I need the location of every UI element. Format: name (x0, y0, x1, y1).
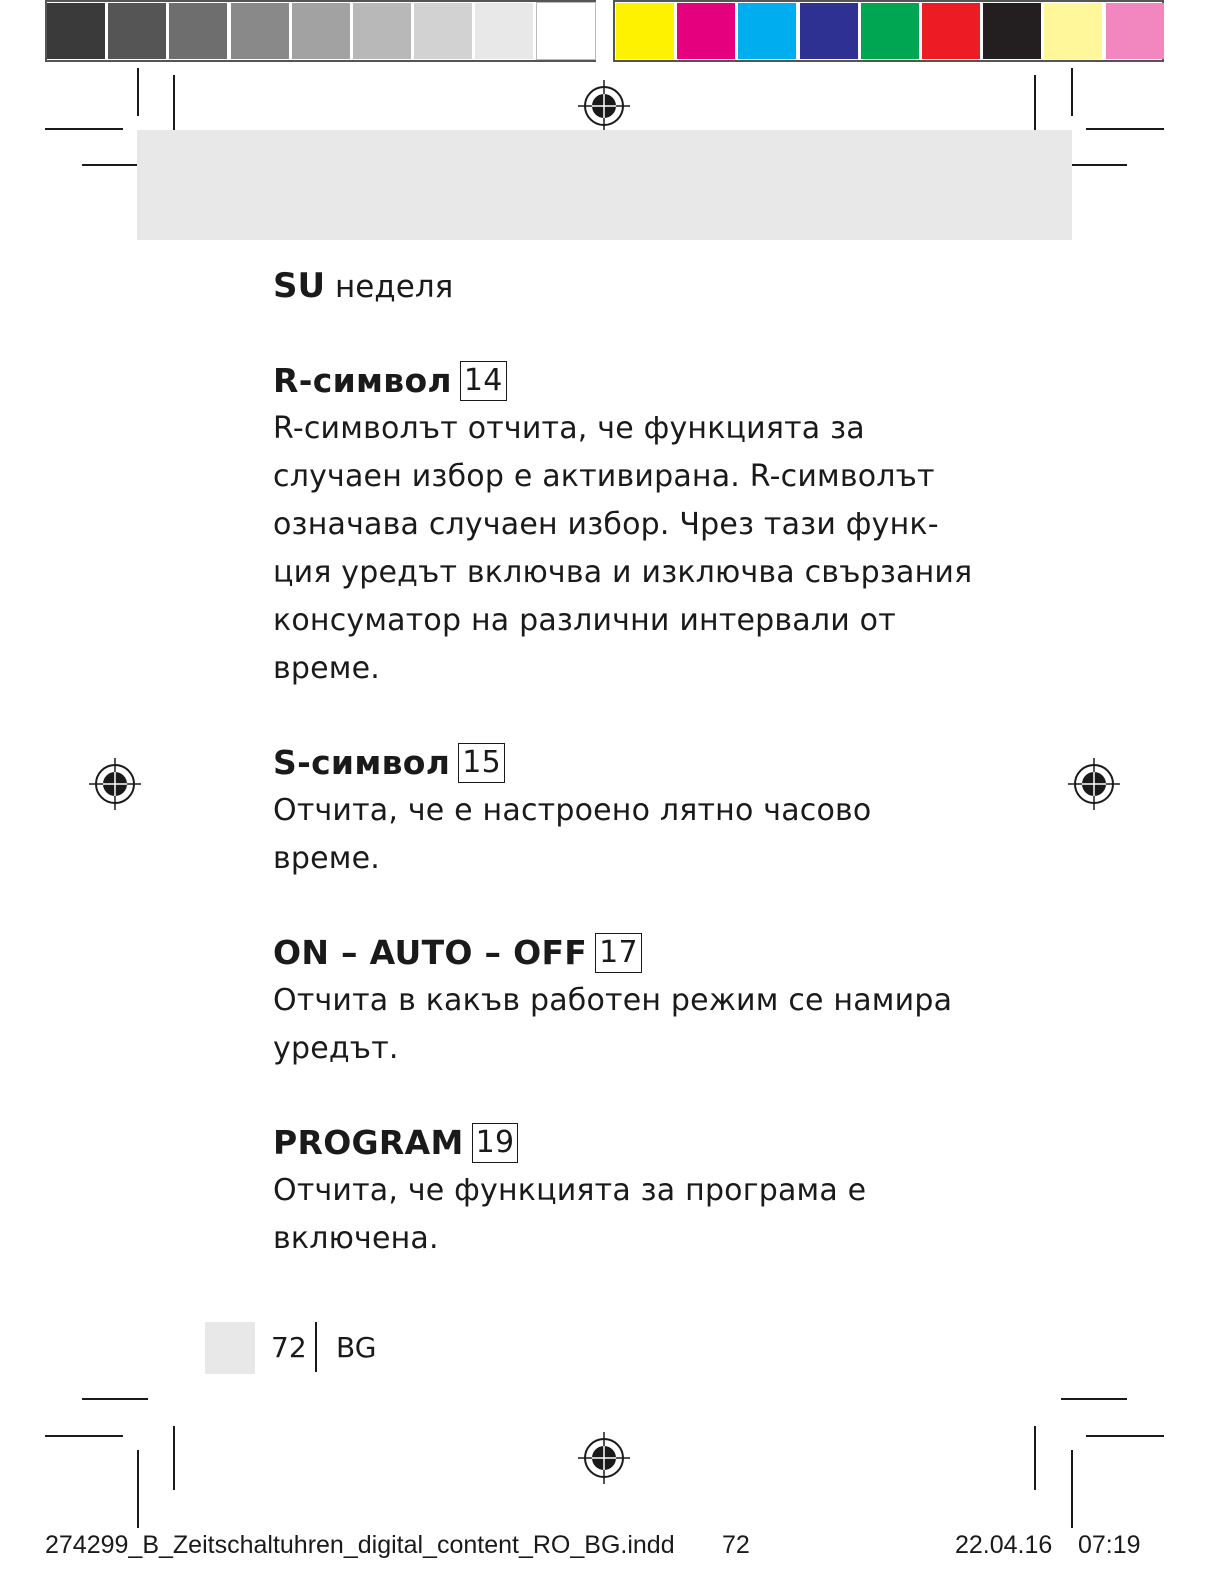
section-title: S-символ (273, 743, 451, 782)
section-text-line: време. (273, 651, 381, 686)
reference-number: 14 (460, 361, 507, 401)
crop-mark (137, 1450, 139, 1528)
color-swatch (475, 3, 533, 59)
slug-page: 72 (722, 1531, 750, 1559)
crop-mark (137, 68, 139, 116)
section-r-symbol (273, 357, 973, 693)
crop-mark (45, 1435, 123, 1437)
color-swatch (414, 3, 472, 59)
section-program (273, 1119, 973, 1263)
crop-mark (45, 128, 123, 130)
section-heading (273, 357, 973, 405)
section-on-auto-off (273, 929, 973, 1073)
color-swatch (47, 3, 105, 59)
section-title: ON – AUTO – OFF (273, 933, 588, 972)
crop-mark (82, 1398, 148, 1400)
crop-mark (1086, 128, 1164, 130)
slug-filename: 274299_B_Zeitschaltuhren_digital_content_RO_BG.indd (45, 1531, 675, 1559)
registration-mark-icon (578, 1432, 630, 1484)
reference-number: 19 (472, 1123, 519, 1163)
section-heading (273, 739, 973, 787)
color-swatch (1044, 3, 1102, 59)
color-swatch (231, 3, 289, 59)
footer-divider (315, 1322, 317, 1372)
page-content (273, 262, 973, 1263)
color-swatch (169, 3, 227, 59)
registration-mark-icon (89, 758, 141, 810)
color-swatch (537, 3, 595, 59)
crop-mark (1034, 1426, 1036, 1490)
section-s-symbol (273, 739, 973, 883)
section-text-line: включена. (273, 1221, 439, 1256)
crop-mark (1071, 1450, 1073, 1528)
page-number: 72 (271, 1331, 307, 1364)
color-swatch (738, 3, 796, 59)
section-text-line: Отчита, че е настроено лятно часово време. (273, 793, 872, 876)
color-swatch (292, 3, 350, 59)
crop-mark (173, 1426, 175, 1490)
language-code: BG (336, 1331, 377, 1364)
color-swatch (800, 3, 858, 59)
section-text-line: R-символът отчита, че функцията за (273, 411, 865, 446)
registration-mark-icon (578, 80, 630, 132)
slug-time: 07:19 (1078, 1531, 1141, 1559)
section-text-line: Отчита, че функцията за програма е (273, 1173, 867, 1208)
day-entry (273, 262, 973, 311)
day-abbr: SU (273, 266, 326, 306)
color-swatch (983, 3, 1041, 59)
section-text-line: случаен избор е активирана. R-символът (273, 459, 935, 494)
color-swatch (861, 3, 919, 59)
color-swatch (108, 3, 166, 59)
section-text-line: консуматор на различни интервали от (273, 603, 896, 638)
day-label: неделя (334, 269, 454, 305)
header-band (137, 130, 1072, 240)
registration-mark-icon (1068, 758, 1120, 810)
color-swatch (353, 3, 411, 59)
reference-number: 17 (595, 933, 642, 973)
section-title: PROGRAM (273, 1123, 464, 1162)
color-swatch (677, 3, 735, 59)
section-text-line: ция уредът включва и изключва свързания (273, 555, 973, 590)
section-text-line: уредът. (273, 1031, 399, 1066)
footer-tab (205, 1322, 255, 1374)
crop-mark (1086, 1435, 1164, 1437)
section-text-line: означава случаен избор. Чрез тази функ- (273, 507, 939, 542)
color-swatch (922, 3, 980, 59)
reference-number: 15 (458, 743, 505, 783)
crop-mark (1061, 1398, 1127, 1400)
slug-date: 22.04.16 (955, 1531, 1053, 1559)
color-swatch (1106, 3, 1164, 59)
section-heading (273, 929, 973, 977)
section-text-line: Отчита в какъв работен режим се намира (273, 983, 953, 1018)
section-title: R-символ (273, 361, 452, 400)
crop-mark (1071, 68, 1073, 116)
section-heading (273, 1119, 973, 1167)
color-swatch (616, 3, 674, 59)
